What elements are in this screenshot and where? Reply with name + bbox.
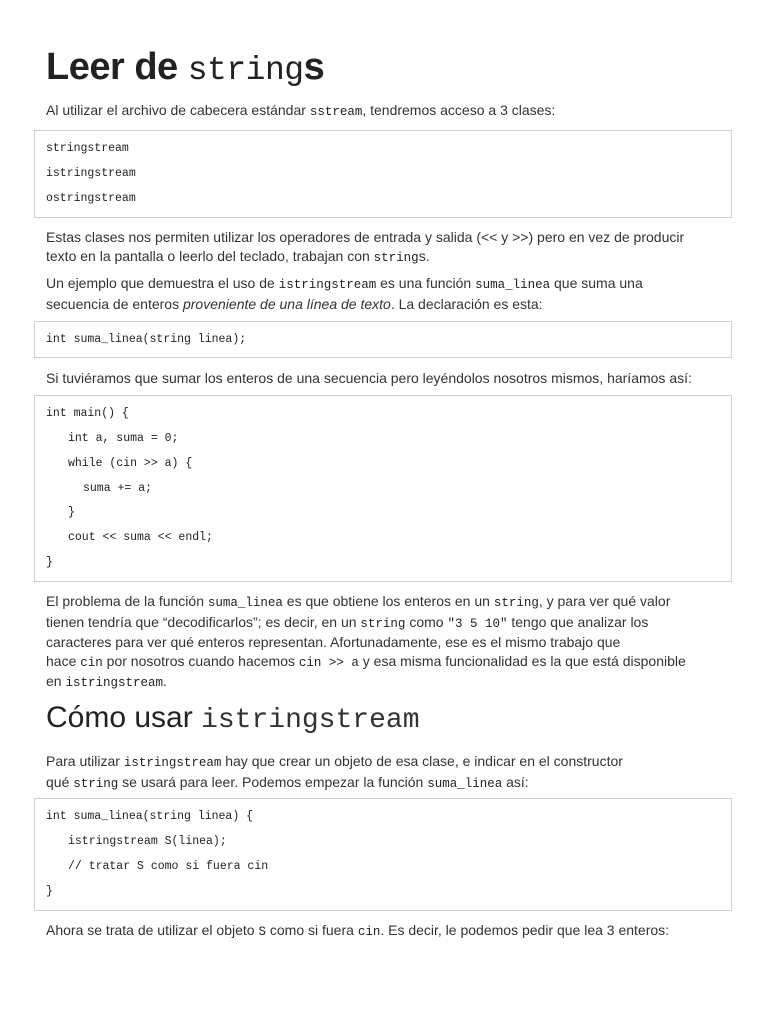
inline-code: cin (80, 655, 103, 670)
text: . Es decir, le podemos pedir que lea 3 enteros: (380, 922, 670, 938)
text: texto en la pantalla o leerlo del teclado, trabajan con (46, 247, 374, 264)
code-line: int a, suma = 0; (68, 432, 179, 445)
heading-text: Cómo usar (46, 701, 202, 734)
code-line: } (46, 556, 53, 569)
intro-paragraph (46, 101, 736, 122)
code-line: int suma_linea(string linea); (46, 333, 247, 346)
code-line: while (cin >> a) { (68, 457, 193, 470)
text: hace (46, 652, 81, 669)
inline-code: istringstream (65, 676, 163, 690)
text: tienen tendría que “decodificarlos”; es decir, en un (46, 613, 361, 630)
paragraph-next (46, 921, 736, 942)
code-line: int main() { (46, 407, 129, 420)
text: que suma una (550, 275, 643, 291)
inline-code: cin >> a (298, 655, 359, 670)
text: s. (418, 247, 430, 264)
code-line: } (46, 885, 53, 898)
text: por nosotros cuando hacemos (102, 652, 299, 669)
inline-code: string (360, 616, 406, 631)
text: como (405, 613, 448, 630)
classes-code-box (34, 130, 732, 218)
text: caracteres para ver qué enteros representan. Afortunadamente, ese es el mismo trabajo que (46, 634, 621, 650)
title-text: Leer de (46, 46, 188, 88)
text: se usará para leer. Podemos empezar la función (118, 773, 428, 790)
text: secuencia de enteros (46, 295, 183, 312)
code-line: // tratar S como si fuera cin (68, 860, 269, 873)
title-tail: s (303, 46, 325, 88)
paragraph-problem (46, 592, 736, 693)
code-line: suma += a; (83, 482, 153, 495)
inline-code: S (258, 925, 266, 939)
inline-code: string (373, 250, 419, 265)
intro-text: Al utilizar el archivo de cabecera estándar (46, 102, 310, 118)
inline-code: string (493, 596, 539, 610)
code-line: ostringstream (46, 192, 136, 205)
text: Para utilizar (46, 753, 124, 769)
text: Si tuviéramos que sumar los enteros de una secuencia pero leyéndolos nosotros mismos, haríamos así: (46, 370, 692, 386)
text: . La declaración es esta: (390, 295, 543, 312)
text: es que obtiene los enteros en un (282, 593, 494, 609)
code-line: } (68, 506, 75, 519)
inline-code: istringstream (123, 756, 222, 770)
inline-code: suma_linea (207, 596, 283, 610)
text: hay que crear un objeto de esa clase, e indicar en el constructor (221, 753, 623, 769)
text: qué (46, 773, 74, 790)
page-title (46, 46, 324, 89)
code-line: istringstream (46, 167, 136, 180)
text: y esa misma funcionalidad es la que está disponible (358, 652, 686, 669)
text: es una función (376, 275, 476, 291)
text: Un ejemplo que demuestra el uso de (46, 275, 279, 291)
text: en (46, 673, 66, 689)
text: El problema de la función (46, 593, 208, 609)
main-code-box (34, 395, 732, 582)
intro-code: sstream (309, 105, 363, 119)
text: como si fuera (265, 922, 358, 938)
inline-code: string (73, 776, 119, 791)
text: así: (502, 773, 529, 790)
intro-text-end: , tendremos acceso a 3 clases: (362, 102, 556, 118)
text: tengo que analizar los (507, 613, 649, 630)
emphasis-text: proveniente de una línea de texto (182, 295, 391, 312)
title-code: string (187, 52, 304, 89)
code-line: int suma_linea(string linea) { (46, 810, 254, 823)
inline-code: suma_linea (475, 278, 551, 292)
code-line: cout << suma << endl; (68, 531, 213, 544)
paragraph-manual-sum (46, 369, 736, 388)
paragraph-operators (46, 228, 736, 267)
text: Ahora se trata de utilizar el objeto (46, 922, 259, 938)
paragraph-example (46, 274, 736, 313)
declaration-code-box (34, 321, 732, 358)
inline-code: suma_linea (427, 776, 503, 791)
inline-code: cin (357, 925, 381, 939)
paragraph-usage (46, 752, 736, 793)
text: Estas clases nos permiten utilizar los operadores de entrada y salida (<< y >>) pero en vez de producir (46, 229, 685, 245)
function-code-box (34, 798, 732, 911)
code-line: istringstream S(linea); (68, 835, 227, 848)
heading-code: istringstream (201, 705, 420, 736)
inline-code: "3 5 10" (447, 616, 508, 631)
text: . (163, 673, 167, 689)
code-line: stringstream (46, 142, 129, 155)
inline-code: istringstream (278, 278, 377, 292)
text: , y para ver qué valor (538, 593, 671, 609)
section-heading (46, 701, 420, 736)
